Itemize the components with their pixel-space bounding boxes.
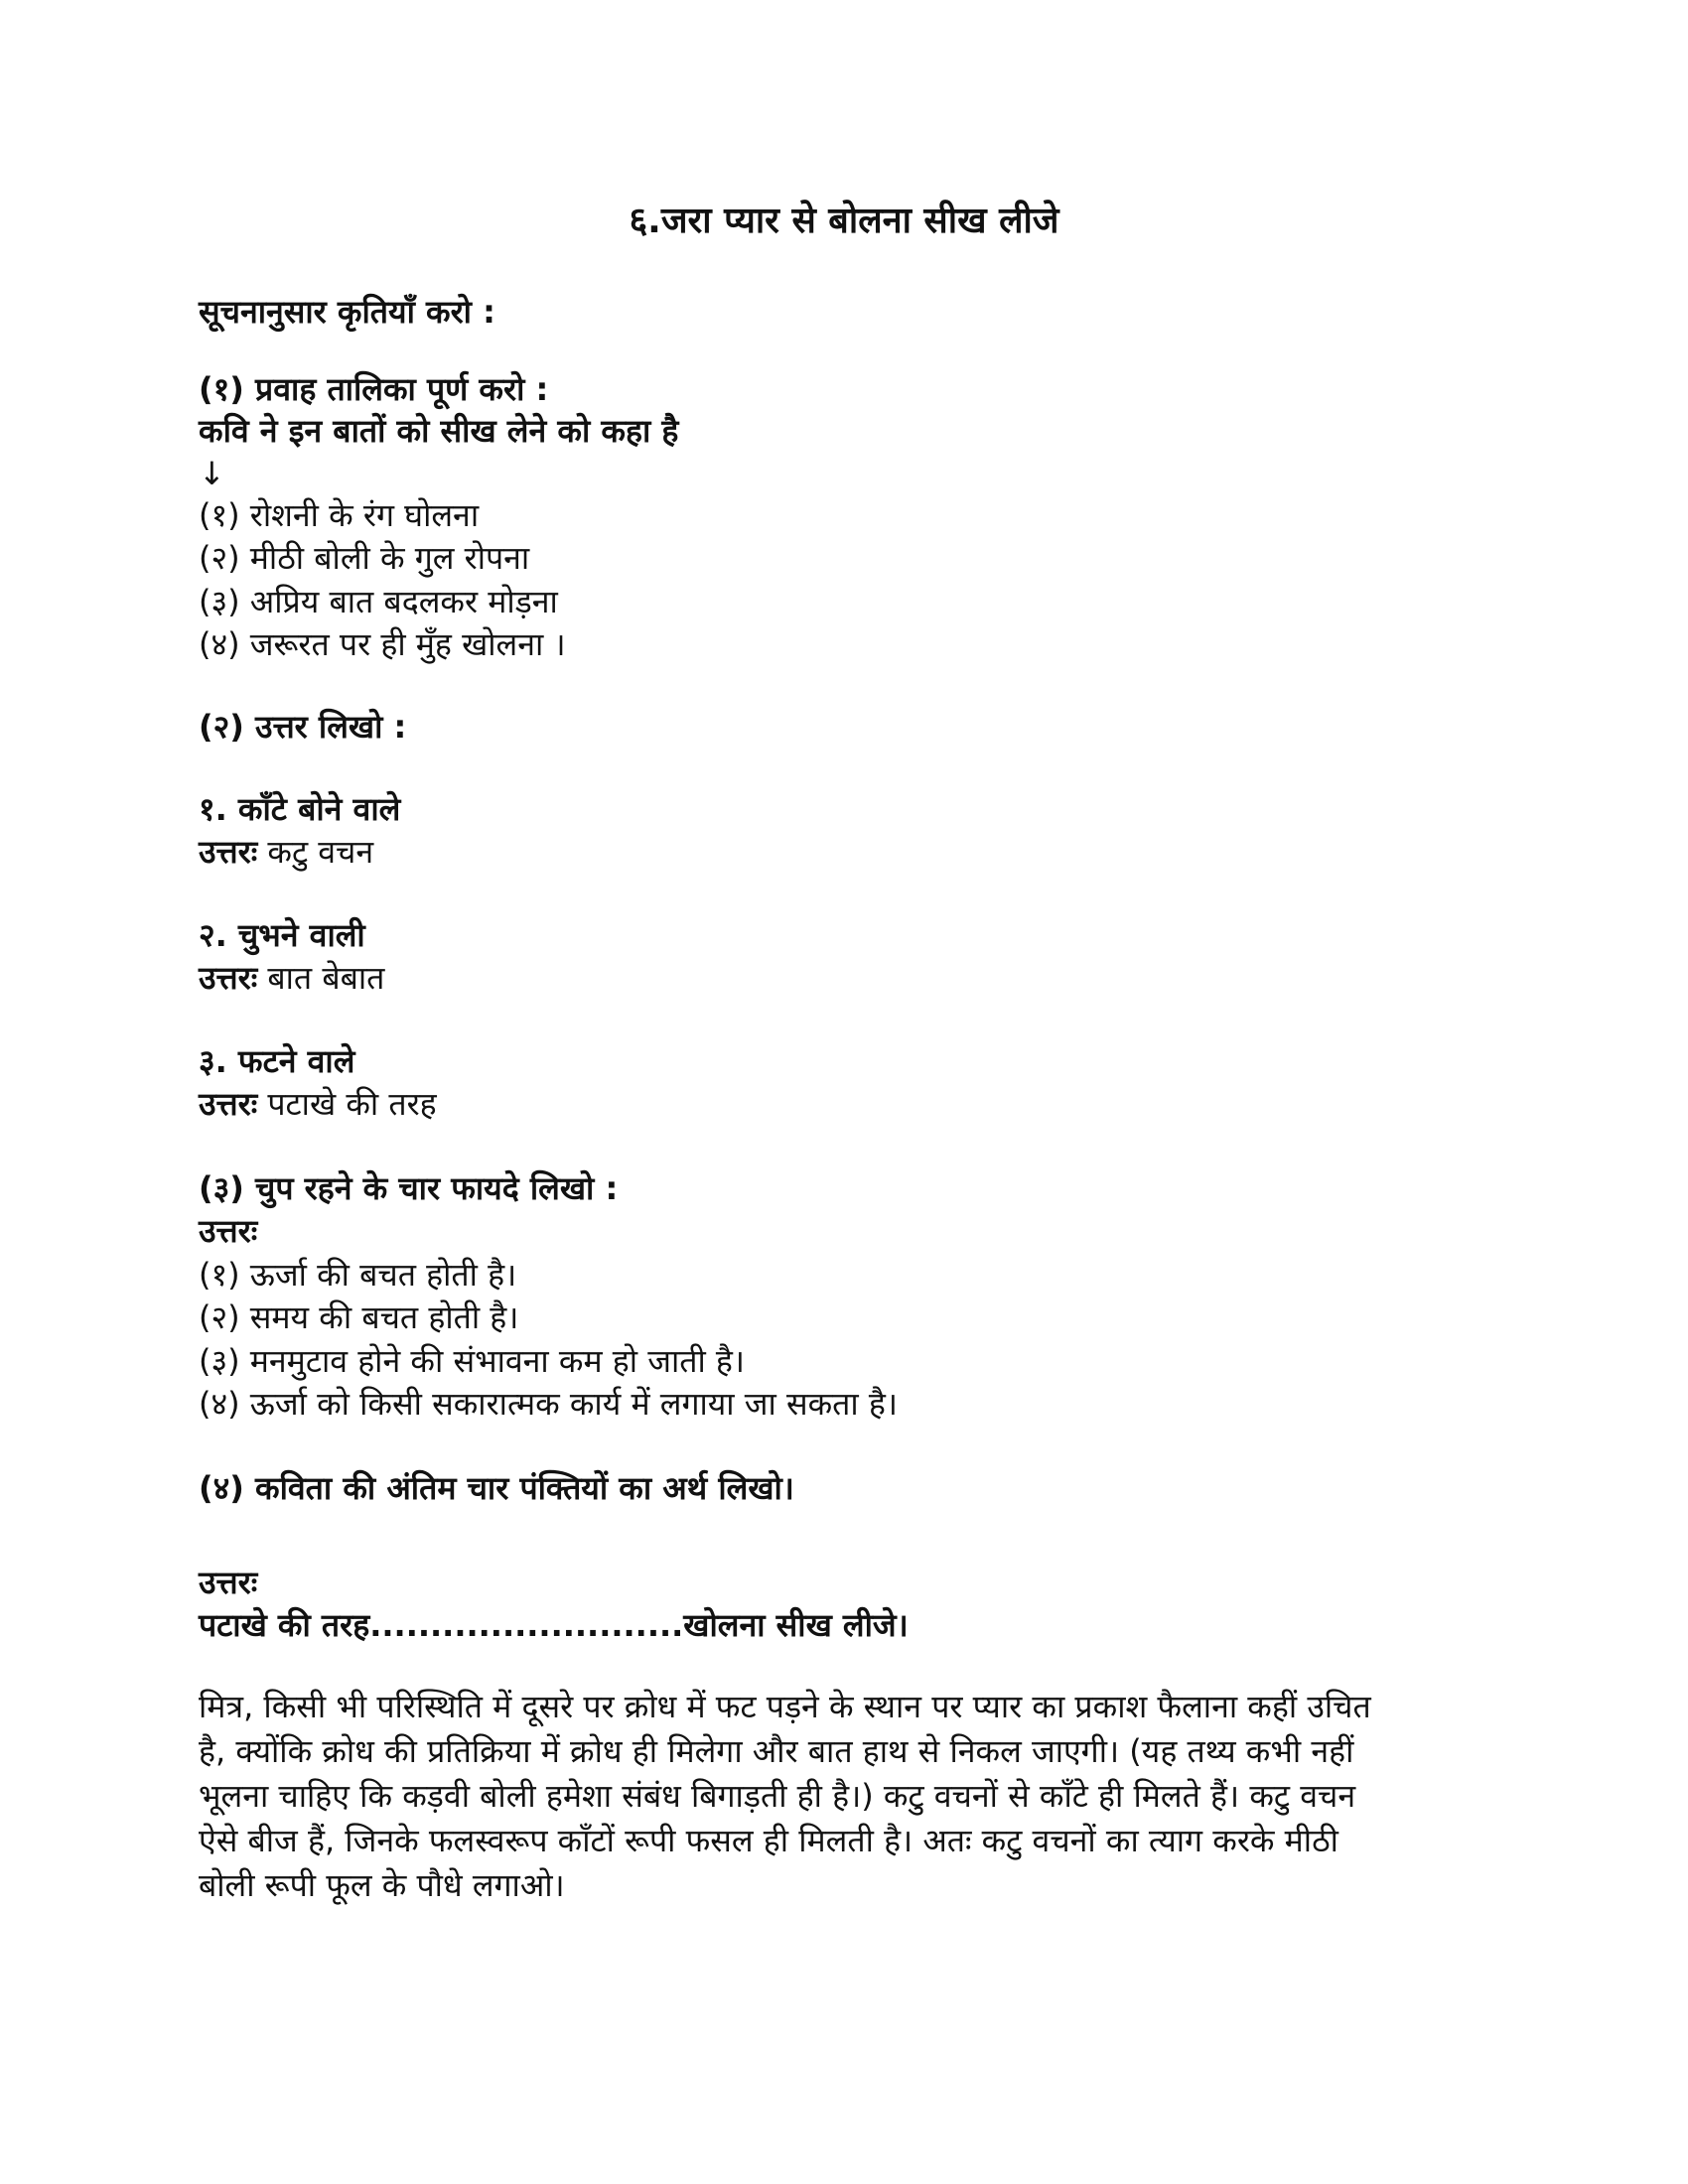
- q1-item: (२) मीठी बोली के गुल रोपना: [199, 539, 530, 577]
- q4-answer-label: उत्तरः: [199, 1564, 258, 1601]
- paragraph-line: भूलना चाहिए कि कड़वी बोली हमेशा संबंध बिगाड़ती ही है।) कटु वचनों से काँटे ही मिलते हैं। कटु वचन: [199, 1777, 1356, 1815]
- answer-label: उत्तरः: [199, 959, 258, 997]
- q1-item: (४) जरूरत पर ही मुँह खोलना ।: [199, 625, 566, 663]
- instruction-heading: सूचनानुसार कृतियाँ करो :: [199, 293, 495, 331]
- q4-heading: (४) कविता की अंतिम चार पंक्तियों का अर्थ लिखो।: [199, 1469, 794, 1507]
- q1-heading: (१) प्रवाह तालिका पूर्ण करो :: [199, 370, 549, 408]
- q4-answer-paragraph: [199, 1685, 1465, 1908]
- q2-part-answer: [199, 1082, 1509, 1126]
- q2-part-question: ३. फटने वाले: [199, 1042, 355, 1080]
- q2-heading: (२) उत्तर लिखो :: [199, 708, 407, 746]
- q3-heading: (३) चुप रहने के चार फायदे लिखो :: [199, 1169, 619, 1207]
- q3-item: (१) ऊर्जा की बचत होती है।: [199, 1256, 517, 1294]
- q3-answer-label: उत्तरः: [199, 1212, 258, 1250]
- answer-text: कटु वचन: [257, 833, 374, 871]
- q2-part-question: १. काँटे बोने वाले: [199, 790, 401, 828]
- q1-subheading: कवि ने इन बातों को सीख लेने को कहा है: [199, 412, 679, 450]
- q2-part-question: २. चुभने वाली: [199, 916, 365, 954]
- q4-quote: पटाखे की तरह..........................खोलना सीख लीजे।: [199, 1606, 909, 1644]
- q1-item: (३) अप्रिय बात बदलकर मोड़ना: [199, 583, 558, 620]
- q3-item: (४) ऊर्जा को किसी सकारात्मक कार्य में लगाया जा सकता है।: [199, 1385, 899, 1423]
- q2-part-answer: [199, 956, 1509, 1000]
- answer-text: बात बेबात: [257, 959, 385, 997]
- answer-label: उत्तरः: [199, 833, 258, 871]
- paragraph-line: ऐसे बीज हैं, जिनके फलस्वरूप काँटों रूपी फसल ही मिलती है। अतः कटु वचनों का त्याग करके मीठी: [199, 1822, 1338, 1859]
- page-title: ६.जरा प्यार से बोलना सीख लीजे: [629, 201, 1059, 241]
- paragraph-line: बोली रूपी फूल के पौधे लगाओ।: [199, 1866, 565, 1904]
- answer-text: पटाखे की तरह: [257, 1085, 437, 1123]
- q1-item: (१) रोशनी के रंग घोलना: [199, 496, 480, 534]
- q3-item: (३) मनमुटाव होने की संभावना कम हो जाती है।: [199, 1342, 746, 1380]
- q2-part-answer: [199, 830, 1509, 874]
- down-arrow-icon: ↓: [199, 455, 225, 492]
- q3-item: (२) समय की बचत होती है।: [199, 1298, 519, 1336]
- paragraph-line: है, क्योंकि क्रोध की प्रतिक्रिया में क्रोध ही मिलेगा और बात हाथ से निकल जाएगी। (यह तथ्य कभी नहीं: [199, 1732, 1354, 1770]
- paragraph-line: मित्र, किसी भी परिस्थिति में दूसरे पर क्रोध में फट पड़ने के स्थान पर प्यार का प्रकाश फैलाना कहीं उचित: [199, 1688, 1371, 1725]
- answer-label: उत्तरः: [199, 1085, 258, 1123]
